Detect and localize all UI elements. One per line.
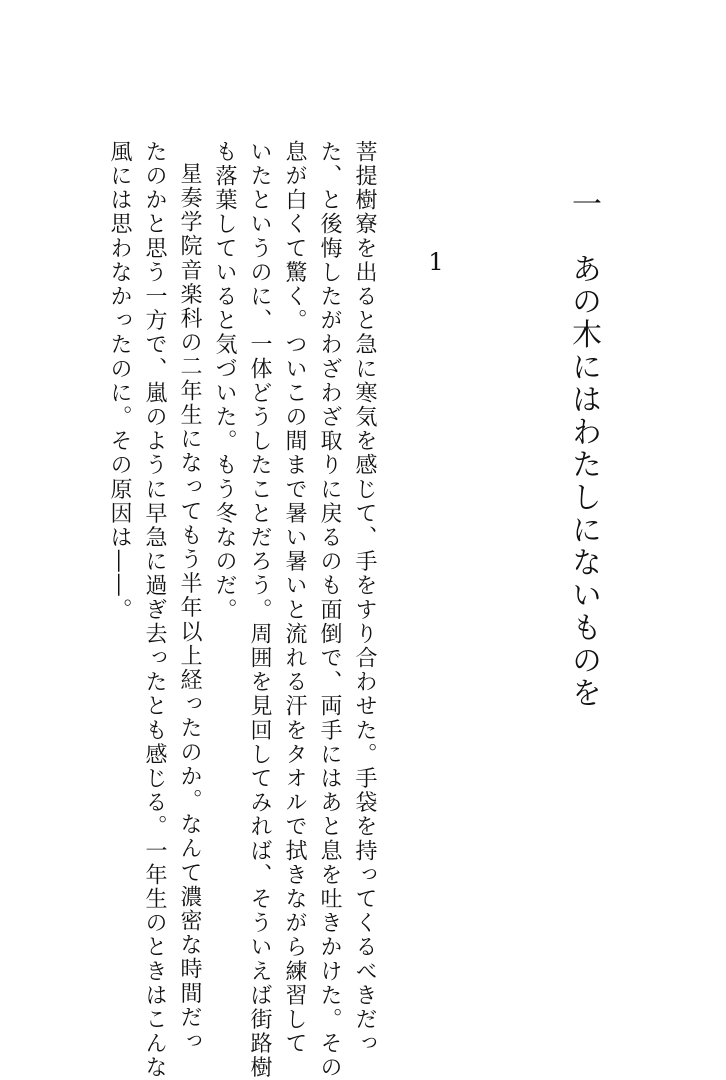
body-line-2: た、と後悔したがわざわざ取りに戻るのも面倒で、両手にはあと息を吐きかけた。その [317, 140, 342, 1080]
body-line-6: 星奏学院音楽科の二年生になってもう半年以上経ったのか。なんて濃密な時間だっ [177, 162, 202, 1054]
section-number: 1 [422, 248, 450, 276]
body-text [102, 140, 382, 1080]
body-line-3: 息が白くて驚く。ついこの間まで暑い暑いと流れる汗をタオルで拭きながら練習して [282, 140, 307, 1056]
body-line-7: たのかと思う一方で、嵐のように早急に過ぎ去ったとも感じる。一年生のときはこんな [142, 140, 167, 1080]
body-line-1: 菩提樹寮を出ると急に寒気を感じて、手をすり合わせた。手袋を持ってくるべきだっ [352, 140, 377, 1056]
chapter-title: 一 あの木にはわたしにないものを [566, 188, 601, 710]
body-line-8: 風には思わなかったのに。その原因は――。 [107, 140, 132, 622]
body-line-5: も落葉していると気づいた。もう冬なのだ。 [212, 140, 237, 622]
body-line-4: いたというのに、一体どうしたことだろう。周囲を見回してみれば、そういえば街路樹 [247, 140, 272, 1080]
